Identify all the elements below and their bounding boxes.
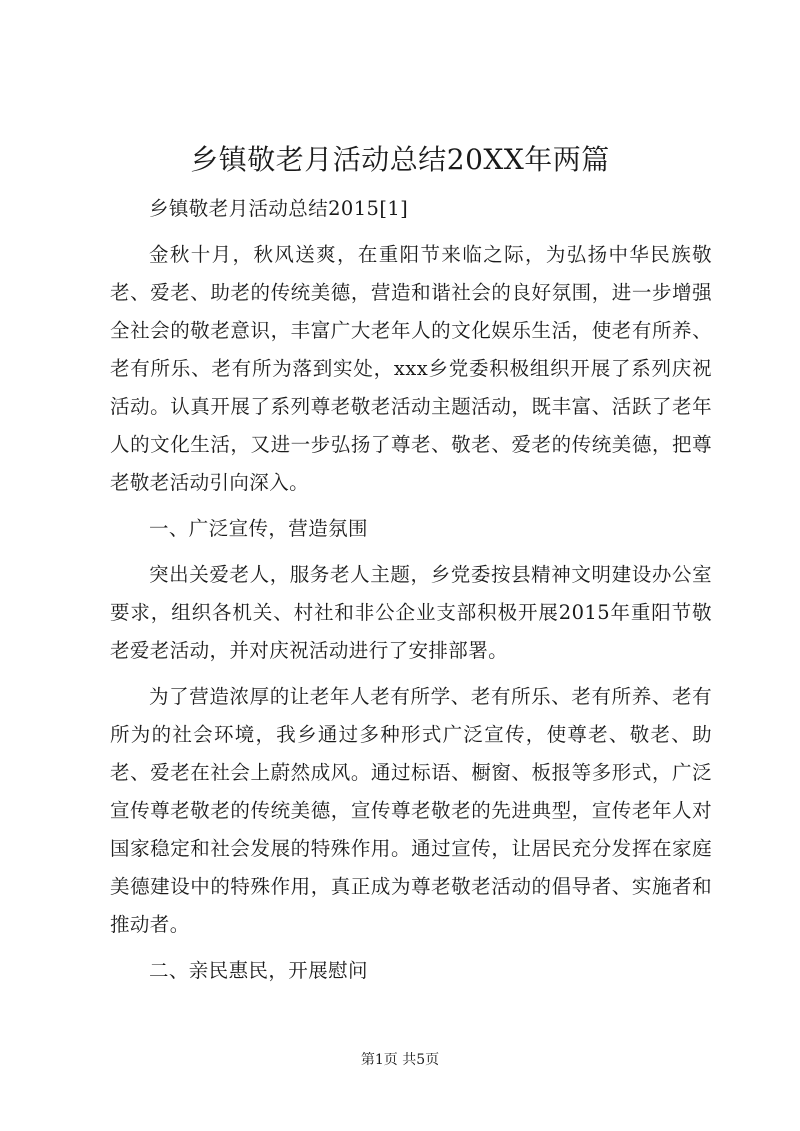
body-paragraph: 突出关爱老人，服务老人主题，乡党委按县精神文明建设办公室要求，组织各机关、村社和非公企业支部积极开展2015年重阳节敬老爱老活动，并对庆祝活动进行了安排部署。 [110, 563, 712, 662]
body-paragraph: 为了营造浓厚的让老年人老有所学、老有所乐、老有所养、老有所为的社会环境，我乡通过多种形式广泛宣传，使尊老、敬老、助老、爱老在社会上蔚然成风。通过标语、橱窗、板报等多形式，广泛宣传尊老敬老的传统美德，宣传尊老敬老的先进典型，宣传老年人对国家稳定和社会发展的特殊作用。通过宣传，让居民充分发挥在家庭美德建设中的特殊作用，真正成为尊老敬老活动的倡导者、实施者和推动者。 [110, 685, 712, 936]
page-footer: 第1页 共5页 [360, 1052, 440, 1068]
subtitle-paragraph: 乡镇敬老月活动总结2015[1] [149, 197, 409, 220]
intro-paragraph: 金秋十月，秋风送爽，在重阳节来临之际，为弘扬中华民族敬老、爱老、助老的传统美德，营造和谐社会的良好氛围，进一步增强全社会的敬老意识，丰富广大老年人的文化娱乐生活，使老有所养、老有所乐、老有所为落到实处，xxx乡党委积极组织开展了系列庆祝活动。认真开展了系列尊老敬老活动主题活动，既丰富、活跃了老年人的文化生活，又进一步弘扬了尊老、敬老、爱老的传统美德，把尊老敬老活动引向深入。 [110, 243, 712, 494]
section-heading-1: 一、广泛宣传，营造氛围 [149, 517, 368, 540]
section-heading-2: 二、亲民惠民，开展慰问 [149, 959, 368, 982]
document-title: 乡镇敬老月活动总结20XX年两篇 [190, 143, 610, 176]
document-body [110, 190, 712, 998]
